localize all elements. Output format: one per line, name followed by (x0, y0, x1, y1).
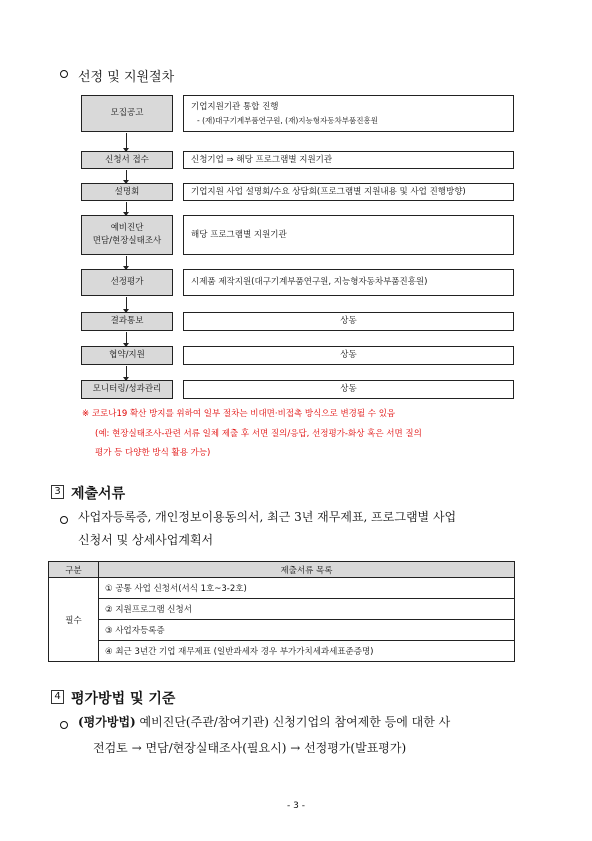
section4-label: (평가방법) (78, 715, 136, 729)
flow-desc-line: 상동 (340, 384, 357, 394)
flow-desc-agreement (183, 346, 514, 365)
table-cell-document: ④ 최근 3년간 기업 재무제표 (일반과세자 경우 부가가치세과세표준증명) (99, 641, 515, 662)
flow-step-result-notice: 결과통보 (81, 312, 173, 331)
table-header-documents: 제출서류 목록 (99, 562, 515, 578)
flow-step-application: 신청서 접수 (81, 151, 173, 169)
flow-step-recruit: 모집공고 (81, 95, 173, 132)
covid-note-line3: 평가 등 다양한 방식 활용 가능) (95, 448, 211, 458)
intro-heading: 선정 및 지원절차 (78, 70, 175, 85)
section3-body-line1: 사업자등록증, 개인정보이용동의서, 최근 3년 재무제표, 프로그램별 사업 (78, 510, 457, 524)
flow-desc-line: 상동 (340, 350, 357, 360)
section-number-box: 4 (51, 690, 64, 704)
flow-desc-line: - (재)대구기계부품연구원, (재)지능형자동차부품진흥원 (197, 115, 378, 125)
flow-desc-line: 기업지원 사업 설명회/수요 상담회(프로그램별 지원내용 및 사업 진행방향) (191, 186, 466, 197)
flow-desc-monitoring (183, 380, 514, 399)
page-number: - 3 - (287, 801, 305, 811)
flow-step-briefing: 설명회 (81, 183, 173, 201)
flow-desc-recruit (183, 95, 514, 132)
flow-desc-result-notice (183, 312, 514, 331)
flow-desc-application (183, 151, 514, 169)
flow-arrow-icon (126, 332, 127, 346)
flow-arrow-icon (126, 366, 127, 380)
section4-body-line2: 전검토 → 면담/현장실태조사(필요시) → 선정평가(발표평가) (93, 741, 407, 755)
flow-arrow-icon (126, 297, 127, 312)
section3-title: 제출서류 (71, 486, 126, 502)
flow-desc-line: 기업지원기관 통합 진행 (191, 101, 279, 112)
section4-body-line1 (78, 711, 450, 734)
flow-desc-line: 상동 (340, 316, 357, 326)
flow-desc-line: 해당 프로그램별 지원기관 (191, 229, 287, 240)
table-row (49, 620, 515, 641)
flow-arrow-icon (126, 170, 127, 183)
table-cell-document: ① 공통 사업 신청서(서식 1호~3-2호) (99, 578, 515, 599)
flow-arrow-icon (126, 256, 127, 269)
section-number-box: 3 (51, 485, 64, 499)
bullet-circle-icon (60, 70, 68, 78)
flow-desc-line: 시제품 제작지원(대구기계부품연구원, 지능형자동차부품진흥원) (191, 277, 428, 287)
covid-note-line2: (예: 현장실태조사-관련 서류 일체 제출 후 서면 질의/응답, 선정평가-화상 혹은 서면 질의 (95, 429, 422, 439)
bullet-circle-icon (60, 516, 68, 524)
table-row (49, 599, 515, 620)
table-row (49, 578, 515, 599)
table-group-required: 필수 (49, 578, 99, 662)
flow-step-line: 예비진단 (110, 223, 144, 233)
section4-body-text: 예비진단(주관/참여기관) 신청기업의 참여제한 등에 대한 사 (135, 715, 451, 729)
flow-step-monitoring: 모니터링/성과관리 (81, 380, 173, 399)
covid-note-line1: ※ 코로나19 확산 방지를 위하여 일부 절차는 비대면·비접촉 방식으로 변경될 수 있음 (82, 409, 396, 419)
required-documents-table (48, 561, 515, 662)
table-header-row (49, 562, 515, 578)
flow-step-evaluation: 선정평가 (81, 269, 173, 296)
section3-body-line2: 신청서 및 상세사업계획서 (78, 533, 214, 547)
flow-step-line: 면담/현장실태조사 (92, 236, 162, 246)
section4-title: 평가방법 및 기준 (71, 691, 176, 707)
table-header-category: 구분 (49, 562, 99, 578)
flow-desc-evaluation (183, 269, 514, 296)
flow-step-pre-diagnosis (81, 215, 173, 255)
flow-desc-briefing (183, 183, 514, 201)
table-cell-document: ③ 사업자등록증 (99, 620, 515, 641)
table-row (49, 641, 515, 662)
flow-desc-line: 신청기업 ⇒ 해당 프로그램별 지원기관 (191, 154, 333, 165)
flow-arrow-icon (126, 133, 127, 151)
table-cell-document: ② 지원프로그램 신청서 (99, 599, 515, 620)
flow-step-agreement: 협약/지원 (81, 346, 173, 365)
flow-arrow-icon (126, 202, 127, 215)
flow-desc-pre-diagnosis (183, 215, 514, 255)
bullet-circle-icon (60, 721, 68, 729)
